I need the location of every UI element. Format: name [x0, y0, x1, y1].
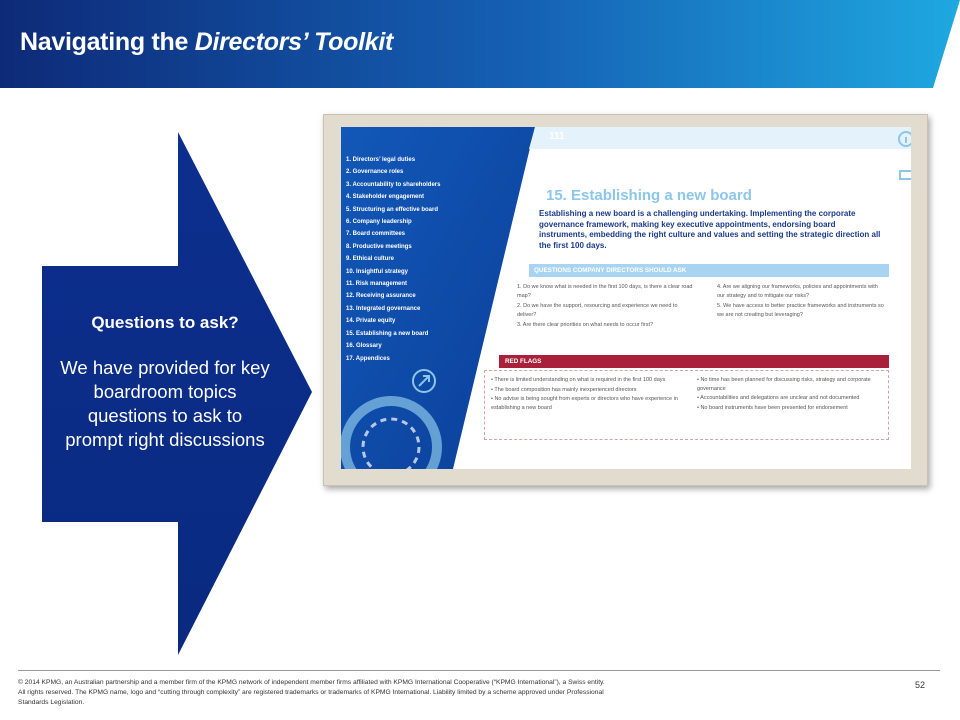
toc-item[interactable]: 14. Private equity [346, 318, 396, 325]
callout-text [58, 312, 272, 452]
toc-item[interactable]: 4. Stakeholder engagement [346, 194, 425, 201]
toc-item[interactable]: 10. Insightful strategy [346, 268, 409, 275]
page-title [20, 28, 393, 57]
toc-item[interactable]: 2. Governance roles [346, 169, 404, 176]
red-flags-right [697, 376, 885, 413]
toc-item[interactable]: 3. Accountability to shareholders [346, 181, 441, 188]
toc-item[interactable]: 6. Company leadership [346, 219, 412, 226]
question-item: 5. We have access to better practice frameworks and instruments so we are not creating but leveraging? [717, 303, 884, 318]
questions-heading: QUESTIONS COMPANY DIRECTORS SHOULD ASK [529, 264, 889, 277]
toolkit-screenshot-frame [323, 114, 928, 486]
red-flags-heading: RED FLAGS [499, 355, 889, 368]
questions-right [717, 283, 887, 321]
section-title: 15. Establishing a new board [546, 187, 752, 204]
toc-item[interactable]: 9. Ethical culture [346, 256, 395, 263]
footer-divider [18, 670, 940, 671]
copyright-notice: © 2014 KPMG, an Australian partnership and a member firm of the KPMG network of independent member firms affiliated with KPMG International Cooperative (“KPMG International”), a Swiss entity. All rights reserved. The KPMG name, logo and “cutting through complexity” are registered trademarks or trademarks of KPMG International. Liability limited by a scheme approved under Professional Standards Legislation. [18, 679, 605, 706]
toolkit-screenshot [341, 127, 911, 469]
toc-item[interactable]: 15. Establishing a new board [346, 330, 429, 337]
question-item: 1. Do we know what is needed in the first 100 days, is there a clear road map? [517, 284, 693, 299]
info-icon[interactable] [896, 129, 911, 149]
red-flag-item: • No board instruments have been presented for endorsement [697, 404, 848, 411]
red-flags-left [491, 376, 691, 413]
toc-item[interactable]: 8. Productive meetings [346, 243, 412, 250]
red-flag-item: • Accountabilities and delegations are unclear and not documented [697, 395, 860, 402]
toc-item[interactable]: 1. Directors’ legal duties [346, 157, 416, 163]
question-item: 3. Are there clear priorities on what needs to occur first? [517, 322, 654, 329]
toc-item[interactable]: 13. Integrated governance [346, 305, 421, 312]
slide-number: 52 [915, 680, 926, 690]
toc-item[interactable]: 16. Glossary [346, 343, 382, 350]
print-icon[interactable] [896, 165, 911, 185]
callout-question: Questions to ask? [91, 313, 239, 332]
red-flag-item: • The board composition has mainly inexperienced directors [491, 386, 637, 393]
page-number: 111 [549, 131, 565, 142]
toc-item[interactable]: 7. Board committees [346, 231, 406, 238]
callout-body: We have provided for key boardroom topics questions to ask to prompt right discussions [60, 357, 270, 450]
section-intro: Establishing a new board is a challenging undertaking. Implementing the corporate governance framework, making key executive appointments, endorsing board instruments, embedding the right culture and values and setting the strategic direction all the first 100 days. [539, 209, 881, 250]
red-flag-item: • No time has been planned for discussing risks, strategy and corporate governance [697, 377, 871, 392]
question-item: 2. Do we have the support, resourcing and experience we need to deliver? [517, 303, 678, 318]
toc-item[interactable]: 12. Receiving assurance [346, 293, 416, 300]
title-plain: Navigating the [20, 28, 195, 56]
toc-item[interactable]: 5. Structuring an effective board [346, 206, 439, 213]
toc-item[interactable]: 11. Risk management [346, 281, 408, 288]
question-item: 4. Are we aligning our frameworks, policies and appointments with our strategy and to mitigate our risks? [717, 284, 878, 299]
red-flag-item: • No advise is being sought from experts or directors who have experience in establishing a new board [491, 396, 678, 411]
red-flag-item: • There is limited understanding on what is required in the first 100 days [491, 377, 666, 383]
title-italic: Directors’ Toolkit [194, 28, 394, 56]
header-banner [0, 0, 960, 88]
questions-left [517, 283, 695, 332]
table-of-contents [346, 154, 440, 365]
toc-item[interactable]: 17. Appendices [346, 355, 390, 362]
